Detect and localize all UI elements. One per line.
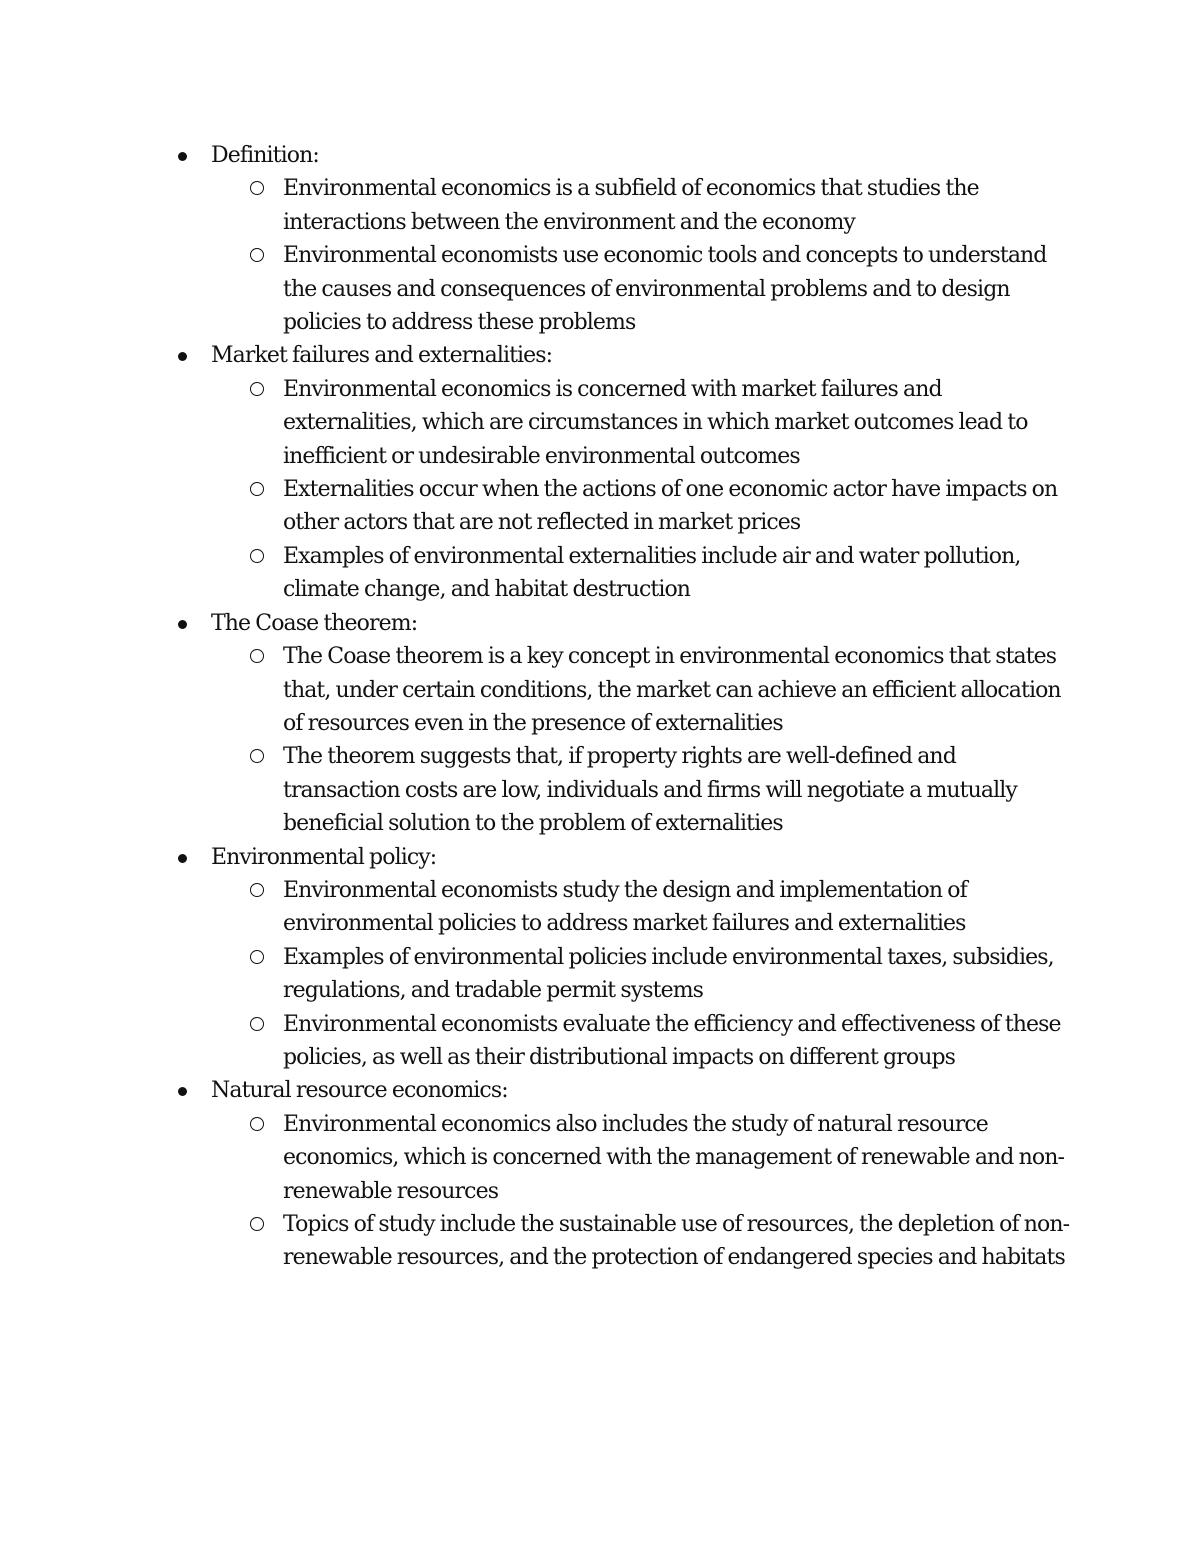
list-item-text: The Coase theorem is a key concept in environmental economics that states that, under certain conditions, the market can achieve an efficient allocation of resources even in the presence of externalities (283, 644, 1061, 736)
list-item-text: Examples of environmental policies include environmental taxes, subsidies, regulations, and tradable permit systems (283, 944, 1054, 1004)
list-item (211, 740, 1074, 840)
filled-bullet-icon (178, 352, 187, 361)
sub-bullet-list (211, 874, 1074, 1074)
section-environmental-policy (174, 841, 1074, 1075)
section-market-failures (174, 339, 1074, 606)
hollow-bullet-icon (250, 248, 264, 262)
list-item-text: Externalities occur when the actions of one economic actor have impacts on other actors that are not reflected in market prices (283, 477, 1058, 536)
hollow-bullet-icon (250, 883, 264, 897)
filled-bullet-icon (178, 1087, 187, 1096)
list-item-text: Environmental economists evaluate the efficiency and effectiveness of these policies, as well as their distributional impacts on different groups (283, 1011, 1061, 1070)
list-item (211, 1008, 1074, 1075)
sub-bullet-list (211, 1108, 1074, 1275)
bullet-outline (174, 139, 1074, 1275)
hollow-bullet-icon (250, 1217, 264, 1231)
list-item (211, 941, 1074, 1008)
section-coase-theorem (174, 607, 1074, 841)
section-heading: Environmental policy: (211, 844, 437, 870)
section-heading: Definition: (211, 143, 319, 168)
hollow-bullet-icon (250, 549, 264, 563)
section-definition (174, 139, 1074, 339)
sub-bullet-list (211, 172, 1074, 339)
list-item-text: The theorem suggests that, if property rights are well-defined and transaction costs are low, individuals and firms will negotiate a mutually beneficial solution to the problem of externalities (283, 744, 1017, 837)
section-natural-resource-economics (174, 1074, 1074, 1274)
hollow-bullet-icon (250, 181, 264, 195)
sub-bullet-list (211, 373, 1074, 607)
list-item (211, 640, 1074, 740)
list-item (211, 239, 1074, 339)
hollow-bullet-icon (250, 482, 264, 496)
section-heading: Natural resource economics: (211, 1078, 508, 1104)
list-item (211, 874, 1074, 941)
list-item (211, 1108, 1074, 1208)
filled-bullet-icon (178, 152, 187, 161)
hollow-bullet-icon (250, 649, 264, 663)
list-item-text: Examples of environmental externalities include air and water pollution, climate change, and habitat destruction (283, 543, 1021, 603)
hollow-bullet-icon (250, 749, 264, 763)
sub-bullet-list (211, 640, 1074, 840)
list-item (211, 473, 1074, 540)
list-item-text: Topics of study include the sustainable use of resources, the depletion of non-renewable resources, and the protection of endangered species and habitats (283, 1212, 1070, 1271)
hollow-bullet-icon (250, 1117, 264, 1131)
filled-bullet-icon (178, 620, 187, 629)
hollow-bullet-icon (250, 950, 264, 964)
list-item-text: Environmental economists use economic tools and concepts to understand the causes and consequences of environmental problems and to design policies to address these problems (283, 243, 1047, 336)
list-item (211, 373, 1074, 473)
section-heading: The Coase theorem: (211, 610, 418, 636)
list-item (211, 1208, 1074, 1275)
list-item-text: Environmental economics also includes the study of natural resource economics, which is concerned with the management of renewable and non-renewable resources (283, 1111, 1064, 1204)
list-item-text: Environmental economics is a subfield of economics that studies the interactions between the environment and the economy (283, 176, 979, 235)
list-item-text: Environmental economics is concerned with market failures and externalities, which are circumstances in which market outcomes lead to inefficient or undesirable environmental outcomes (283, 376, 1028, 469)
hollow-bullet-icon (250, 382, 264, 396)
list-item (211, 172, 1074, 239)
hollow-bullet-icon (250, 1017, 264, 1031)
section-heading: Market failures and externalities: (211, 343, 553, 369)
list-item (211, 540, 1074, 607)
list-item-text: Environmental economists study the design and implementation of environmental policies to address market failures and externalities (283, 877, 967, 937)
filled-bullet-icon (178, 854, 187, 863)
